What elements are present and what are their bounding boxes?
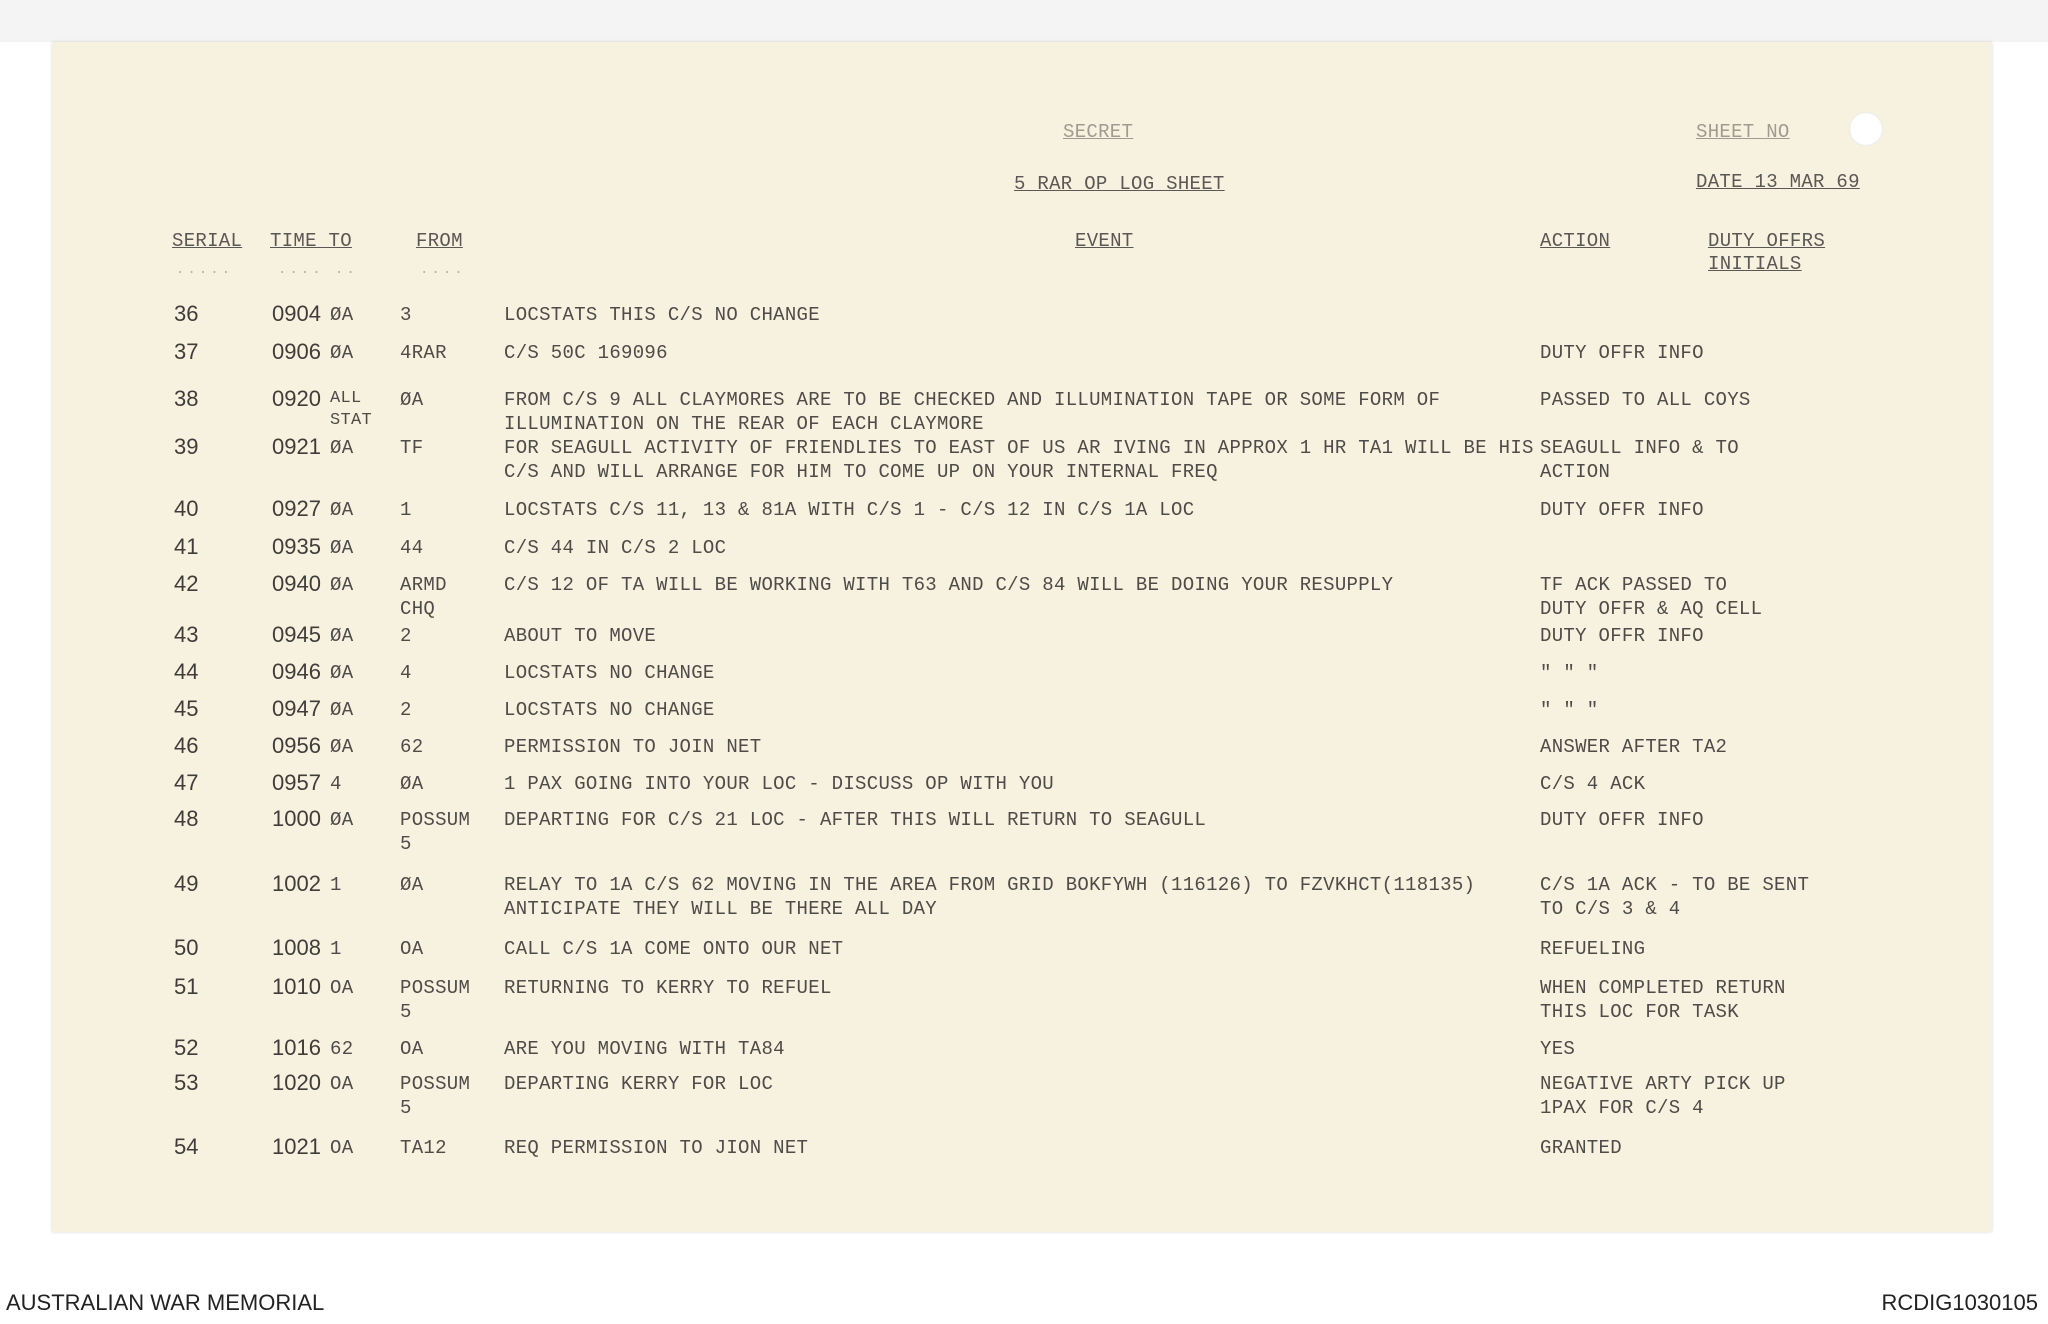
to-cell: ØA	[330, 437, 354, 459]
column-header-time-to: TIME TO	[270, 230, 352, 252]
serial-cell: 49	[174, 871, 199, 896]
log-date: DATE 13 MAR 69	[1696, 171, 1860, 193]
action-text: C/S 4 ACK	[1540, 773, 1646, 795]
event-text: LOCSTATS C/S 11, 13 & 81A WITH C/S 1 - C/S 12 IN C/S 1A LOC	[504, 499, 1195, 521]
event-text: LOCSTATS NO CHANGE	[504, 699, 715, 721]
event-text: FROM C/S 9 ALL CLAYMORES ARE TO BE CHECKED AND ILLUMINATION TAPE OR SOME FORM OF	[504, 389, 1441, 411]
time-cell: 0921	[272, 434, 321, 459]
to-cell: ØA	[330, 574, 354, 596]
event-text: DEPARTING KERRY FOR LOC	[504, 1073, 774, 1095]
serial-cell: 43	[174, 622, 199, 647]
punch-hole	[1849, 112, 1883, 146]
event-text: PERMISSION TO JOIN NET	[504, 736, 762, 758]
to-cell: 4	[330, 773, 342, 795]
from-cell: 4RAR	[400, 342, 447, 364]
event-text: ARE YOU MOVING WITH TA84	[504, 1038, 785, 1060]
time-cell: 1008	[272, 935, 321, 960]
from-cell: 4	[400, 662, 412, 684]
from-cell: ARMD CHQ	[400, 574, 447, 620]
time-cell: 1016	[272, 1035, 321, 1060]
sheet-no-label: SHEET NO	[1696, 121, 1790, 143]
action-text: DUTY OFFR INFO	[1540, 342, 1704, 364]
action-text: DUTY OFFR & AQ CELL	[1540, 598, 1763, 620]
serial-cell: 48	[174, 806, 199, 831]
to-cell: 62	[330, 1038, 354, 1060]
time-cell: 0927	[272, 496, 321, 521]
from-cell: 44	[400, 537, 424, 559]
serial-cell: 47	[174, 770, 199, 795]
serial-cell: 51	[174, 974, 199, 999]
serial-cell: 40	[174, 496, 199, 521]
event-text: FOR SEAGULL ACTIVITY OF FRIENDLIES TO EAST OF US AR IVING IN APPROX 1 HR TA1 WILL BE HIS	[504, 437, 1534, 459]
to-cell: ALL STAT	[330, 389, 373, 430]
from-cell: OA	[400, 1038, 424, 1060]
footer-institution: AUSTRALIAN WAR MEMORIAL	[6, 1290, 325, 1315]
event-text: RETURNING TO KERRY TO REFUEL	[504, 977, 832, 999]
serial-cell: 50	[174, 935, 199, 960]
serial-cell: 46	[174, 733, 199, 758]
to-cell: ØA	[330, 809, 354, 831]
action-text: " " "	[1540, 662, 1599, 684]
event-text: REQ PERMISSION TO JION NET	[504, 1137, 809, 1159]
from-cell: 1	[400, 499, 412, 521]
time-cell: 1020	[272, 1070, 321, 1095]
action-text: SEAGULL INFO & TO	[1540, 437, 1739, 459]
from-cell: 2	[400, 699, 412, 721]
column-header-event: EVENT	[1075, 230, 1134, 252]
event-text: CALL C/S 1A COME ONTO OUR NET	[504, 938, 844, 960]
event-text: RELAY TO 1A C/S 62 MOVING IN THE AREA FROM GRID BOKFYWH (116126) TO FZVKHCT(118135)	[504, 874, 1476, 896]
time-cell: 0940	[272, 571, 321, 596]
time-cell: 0956	[272, 733, 321, 758]
from-cell: OA	[400, 938, 424, 960]
event-text: LOCSTATS THIS C/S NO CHANGE	[504, 304, 820, 326]
serial-cell: 38	[174, 386, 199, 411]
to-cell: 1	[330, 874, 342, 896]
from-cell: TF	[400, 437, 424, 459]
action-text: ACTION	[1540, 461, 1611, 483]
to-cell: ØA	[330, 304, 354, 326]
from-cell: 2	[400, 625, 412, 647]
from-cell: 62	[400, 736, 424, 758]
from-cell: TA12	[400, 1137, 447, 1159]
action-text: ANSWER AFTER TA2	[1540, 736, 1728, 758]
to-cell: OA	[330, 1073, 354, 1095]
column-header-initials: INITIALS	[1708, 253, 1802, 275]
time-cell: 1000	[272, 806, 321, 831]
to-cell: ØA	[330, 625, 354, 647]
to-cell: ØA	[330, 736, 354, 758]
column-header-from: FROM	[416, 230, 463, 252]
time-cell: 0947	[272, 696, 321, 721]
header-rule-dots: ....	[420, 262, 466, 278]
footer-record-id: RCDIG1030105	[1881, 1290, 2038, 1315]
event-text: DEPARTING FOR C/S 21 LOC - AFTER THIS WILL RETURN TO SEAGULL	[504, 809, 1207, 831]
event-text: C/S 50C 169096	[504, 342, 668, 364]
action-text: THIS LOC FOR TASK	[1540, 1001, 1739, 1023]
action-text: WHEN COMPLETED RETURN	[1540, 977, 1786, 999]
serial-cell: 36	[174, 301, 199, 326]
time-cell: 0945	[272, 622, 321, 647]
to-cell: ØA	[330, 699, 354, 721]
action-text: YES	[1540, 1038, 1576, 1060]
header-rule-dots: .... ..	[278, 262, 358, 278]
time-cell: 0935	[272, 534, 321, 559]
time-cell: 0957	[272, 770, 321, 795]
to-cell: 1	[330, 938, 342, 960]
action-text: 1PAX FOR C/S 4	[1540, 1097, 1704, 1119]
event-text: 1 PAX GOING INTO YOUR LOC - DISCUSS OP WITH YOU	[504, 773, 1054, 795]
to-cell: ØA	[330, 537, 354, 559]
event-text: ILLUMINATION ON THE REAR OF EACH CLAYMORE	[504, 413, 984, 435]
serial-cell: 44	[174, 659, 199, 684]
action-text: NEGATIVE ARTY PICK UP	[1540, 1073, 1786, 1095]
column-header-serial: SERIAL	[172, 230, 243, 252]
action-text: PASSED TO ALL COYS	[1540, 389, 1751, 411]
classification-stamp: SECRET	[1063, 121, 1134, 143]
action-text: " " "	[1540, 699, 1599, 721]
action-text: TF ACK PASSED TO	[1540, 574, 1728, 596]
serial-cell: 41	[174, 534, 199, 559]
time-cell: 0904	[272, 301, 321, 326]
header-rule-dots: .....	[176, 262, 234, 278]
action-text: DUTY OFFR INFO	[1540, 809, 1704, 831]
to-cell: ØA	[330, 662, 354, 684]
to-cell: OA	[330, 1137, 354, 1159]
action-text: TO C/S 3 & 4	[1540, 898, 1681, 920]
time-cell: 1002	[272, 871, 321, 896]
serial-cell: 53	[174, 1070, 199, 1095]
time-cell: 0920	[272, 386, 321, 411]
time-cell: 1010	[272, 974, 321, 999]
page-title: 5 RAR OP LOG SHEET	[1014, 173, 1225, 195]
action-text: REFUELING	[1540, 938, 1646, 960]
from-cell: POSSUM 5	[400, 1073, 471, 1119]
to-cell: ØA	[330, 342, 354, 364]
event-text: C/S AND WILL ARRANGE FOR HIM TO COME UP ON YOUR INTERNAL FREQ	[504, 461, 1218, 483]
from-cell: POSSUM 5	[400, 809, 471, 855]
to-cell: OA	[330, 977, 354, 999]
action-text: GRANTED	[1540, 1137, 1622, 1159]
time-cell: 1021	[272, 1134, 321, 1159]
serial-cell: 42	[174, 571, 199, 596]
from-cell: ØA	[400, 874, 424, 896]
column-header-action: ACTION	[1540, 230, 1611, 252]
event-text: LOCSTATS NO CHANGE	[504, 662, 715, 684]
from-cell: POSSUM 5	[400, 977, 471, 1023]
top-margin	[0, 0, 2048, 42]
action-text: DUTY OFFR INFO	[1540, 625, 1704, 647]
from-cell: ØA	[400, 389, 424, 411]
serial-cell: 52	[174, 1035, 199, 1060]
time-cell: 0946	[272, 659, 321, 684]
event-text: ABOUT TO MOVE	[504, 625, 657, 647]
event-text: C/S 44 IN C/S 2 LOC	[504, 537, 727, 559]
column-header-duty-offrs: DUTY OFFRS	[1708, 230, 1826, 252]
event-text: C/S 12 OF TA WILL BE WORKING WITH T63 AND C/S 84 WILL BE DOING YOUR RESUPPLY	[504, 574, 1394, 596]
action-text: DUTY OFFR INFO	[1540, 499, 1704, 521]
serial-cell: 45	[174, 696, 199, 721]
from-cell: 3	[400, 304, 412, 326]
action-text: C/S 1A ACK - TO BE SENT	[1540, 874, 1810, 896]
time-cell: 0906	[272, 339, 321, 364]
to-cell: ØA	[330, 499, 354, 521]
serial-cell: 54	[174, 1134, 199, 1159]
event-text: ANTICIPATE THEY WILL BE THERE ALL DAY	[504, 898, 937, 920]
from-cell: ØA	[400, 773, 424, 795]
serial-cell: 37	[174, 339, 199, 364]
serial-cell: 39	[174, 434, 199, 459]
